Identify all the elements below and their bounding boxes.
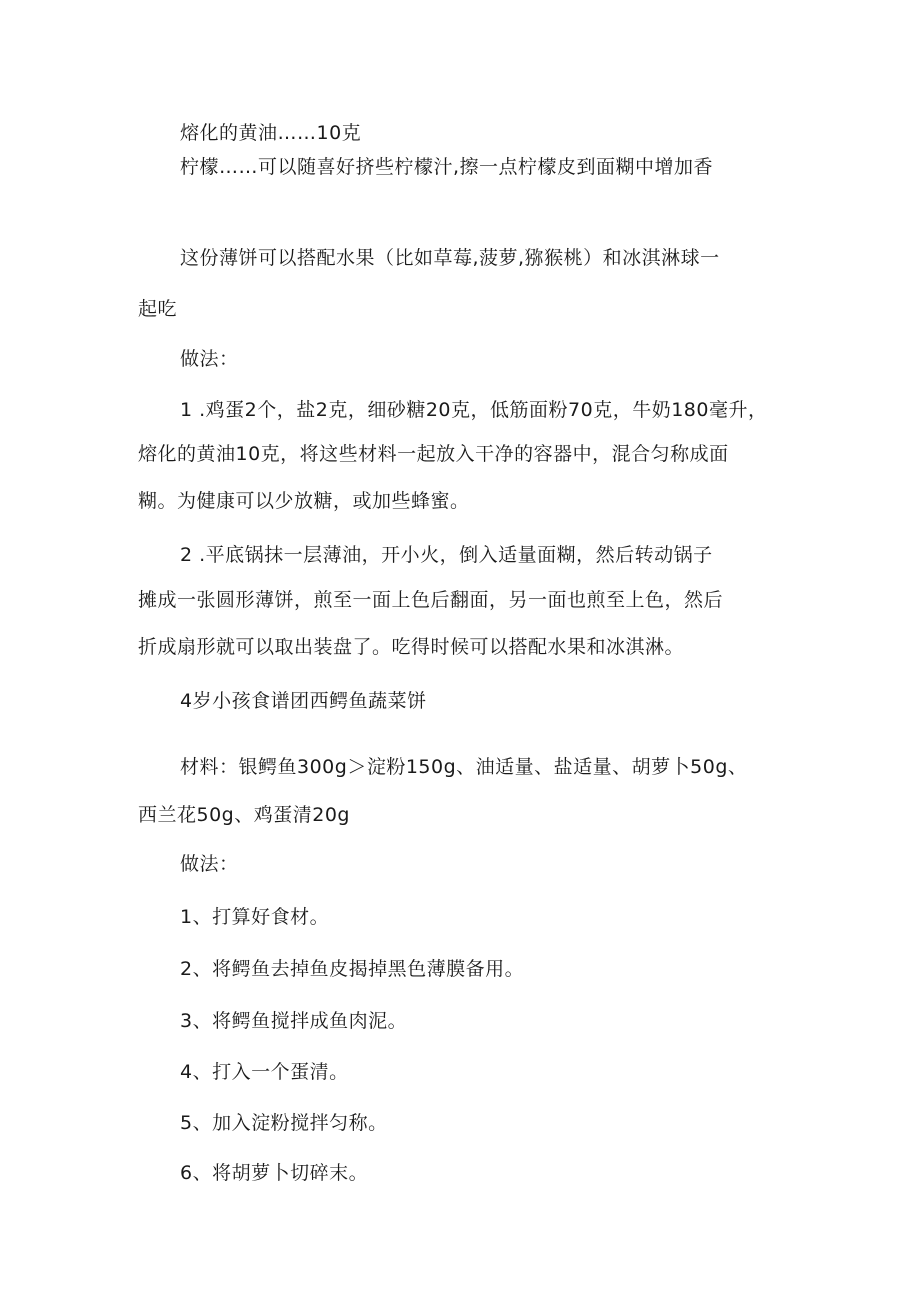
step2-line-1: 2 .平底锅抹一层薄油，开小火，倒入适量面糊，然后转动锅子 (180, 544, 713, 566)
step1-line-2: 熔化的黄油10克，将这些材料一起放入干净的容器中，混合匀称成面 (138, 443, 729, 465)
step2-line-3: 折成扇形就可以取出装盘了。吃得时候可以搭配水果和冰淇淋。 (138, 636, 685, 658)
materials-line-2: 西兰花50g、鸡蛋清20g (138, 804, 350, 826)
serving-suggestion-line-2: 起吃 (138, 298, 178, 320)
recipe2-step-6: 6、将胡萝卜切碎末。 (180, 1162, 369, 1184)
recipe2-step-5: 5、加入淀粉搅拌匀称。 (180, 1112, 388, 1134)
method-heading-2: 做法： (180, 853, 239, 875)
recipe2-step-2: 2、将鳄鱼去掉鱼皮揭掉黑色薄膜备用。 (180, 958, 525, 980)
step1-line-3: 糊。为健康可以少放糖，或加些蜂蜜。 (138, 490, 470, 512)
materials-line-1: 材料：银鳄鱼300g＞淀粉150g、油适量、盐适量、胡萝卜50g、 (180, 756, 748, 778)
step1-line-1: 1 .鸡蛋2个，盐2克，细砂糖20克，低筋面粉70克，牛奶180毫升， (180, 399, 768, 421)
recipe2-step-4: 4、打入一个蛋清。 (180, 1061, 349, 1083)
serving-suggestion-line-1: 这份薄饼可以搭配水果（比如草莓,菠萝,猕猴桃）和冰淇淋球一 (180, 247, 720, 269)
step2-line-2: 摊成一张圆形薄饼，煎至一面上色后翻面，另一面也煎至上色，然后 (138, 589, 724, 611)
method-heading-1: 做法： (180, 348, 239, 370)
ingredient-lemon-line: 柠檬……可以随喜好挤些柠檬汁,擦一点柠檬皮到面糊中增加香 (180, 156, 714, 178)
ingredient-butter-line: 熔化的黄油……10克 (180, 122, 362, 144)
recipe2-title: 4岁小孩食谱团西鳄鱼蔬菜饼 (180, 690, 427, 712)
recipe2-step-3: 3、将鳄鱼搅拌成鱼肉泥。 (180, 1010, 408, 1032)
recipe2-step-1: 1、打算好食材。 (180, 906, 330, 928)
